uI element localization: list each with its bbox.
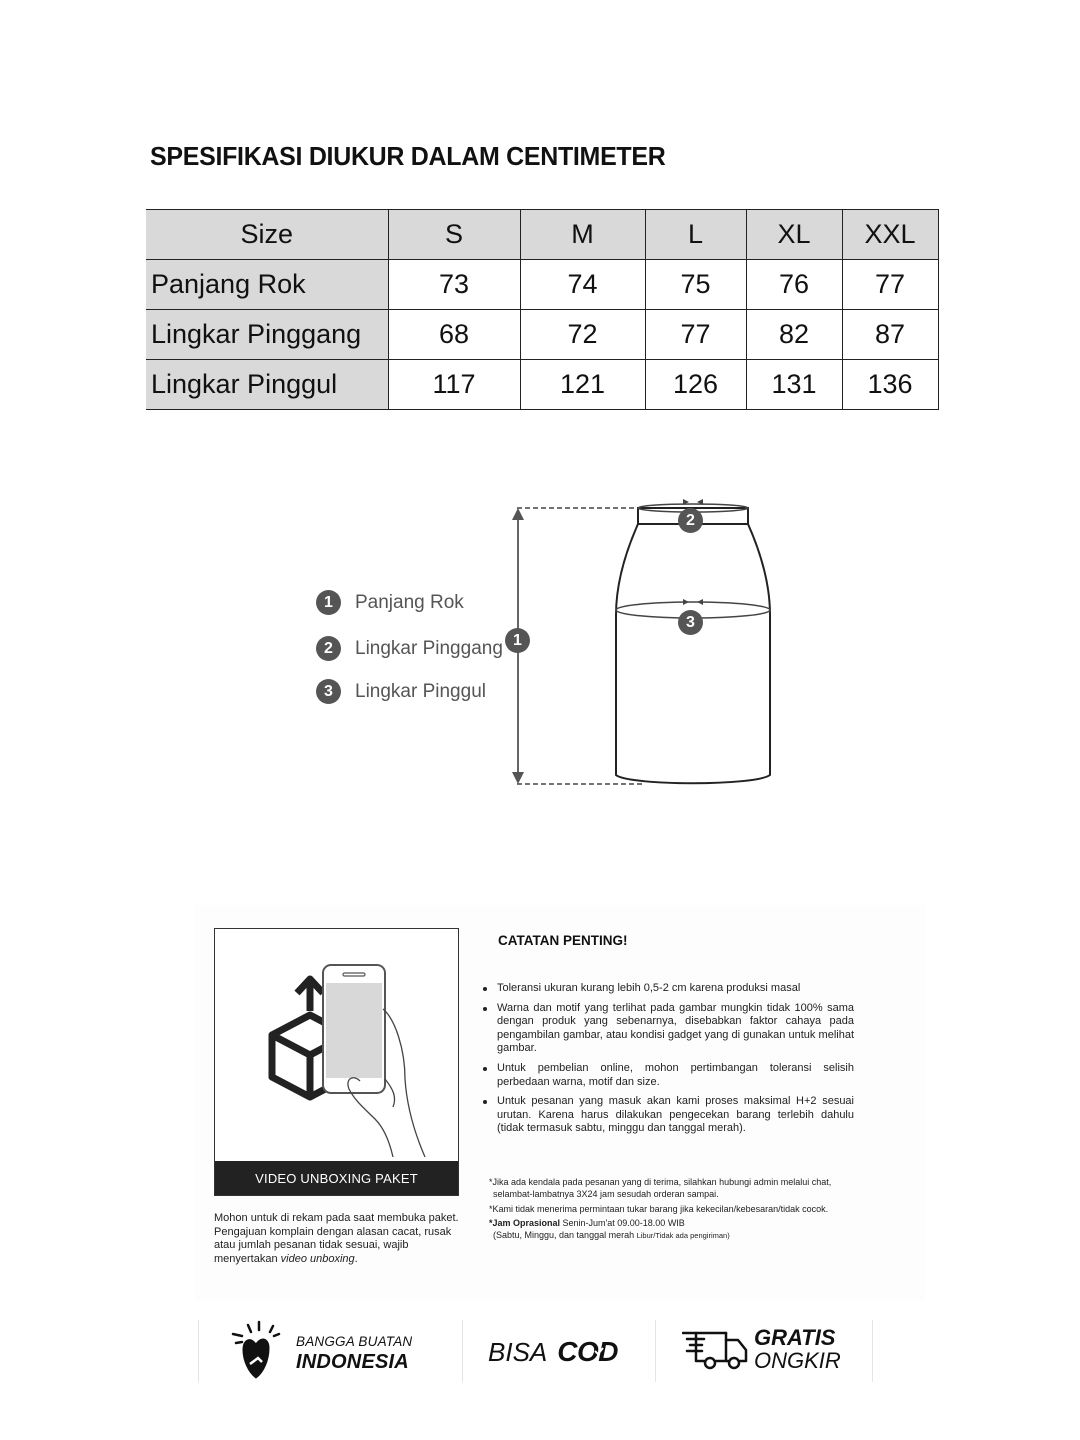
bullet-item: Untuk pembelian online, mohon pertimbangan toleransi selisih perbedaan warna, motif dan size.	[482, 1062, 854, 1089]
header-size-m: M	[520, 210, 645, 260]
bullet-item: Warna dan motif yang terlihat pada gambar mungkin tidak 100% sama dengan produk yang sebenarnya, disebabkan faktor cahaya pada pengambilan gambar, atau kondisi gadget yang di gunakan untuk melihat gambar.	[482, 1002, 854, 1056]
table-row	[146, 360, 938, 410]
legend-item-lingkar-pinggul	[316, 679, 486, 704]
cell-value: 73	[388, 260, 520, 310]
video-unboxing-label: VIDEO UNBOXING PAKET	[215, 1161, 458, 1195]
divider	[655, 1320, 656, 1382]
legend-label: Lingkar Pinggul	[355, 680, 486, 702]
cell-value: 76	[746, 260, 842, 310]
video-unboxing-text	[214, 1212, 464, 1266]
bullet-item: Toleransi ukuran kurang lebih 0,5-2 cm karena produksi masal	[482, 982, 854, 996]
cell-value: 72	[520, 310, 645, 360]
footnote-4-b: Libur/Tidak ada pengiriman)	[636, 1231, 730, 1240]
catatan-bullet-list	[482, 982, 854, 1142]
row-label: Panjang Rok	[146, 260, 388, 310]
header-size-xxl: XXL	[842, 210, 938, 260]
table-header-row	[146, 210, 938, 260]
cell-value: 77	[645, 310, 746, 360]
divider	[872, 1320, 873, 1382]
size-table	[146, 209, 939, 410]
table-row	[146, 260, 938, 310]
cell-value: 87	[842, 310, 938, 360]
skirt-measurement-diagram	[300, 490, 800, 800]
divider	[462, 1320, 463, 1382]
cell-value: 77	[842, 260, 938, 310]
divider	[198, 1320, 199, 1382]
video-text-end: .	[354, 1252, 358, 1265]
legend-label: Panjang Rok	[355, 591, 464, 613]
header-size-label: Size	[146, 210, 388, 260]
cod-check-icon	[592, 1344, 606, 1358]
footnote-3-rest: Senin-Jum'at 09.00-18.00 WIB	[560, 1218, 685, 1228]
footnote-2: *Kami tidak menerima permintaan tukar barang jika kekecilan/kebesaran/tidak cocok.	[489, 1203, 829, 1214]
cell-value: 121	[520, 360, 645, 410]
legend-item-lingkar-pinggang	[316, 636, 503, 661]
header-size-xl: XL	[746, 210, 842, 260]
bangga-line2: INDONESIA	[296, 1351, 409, 1373]
footnote-1-b: selambat-lambatnya 3X24 jam sesudah orderan sampai.	[493, 1189, 719, 1199]
footnote-3-bold: *Jam Oprasional	[489, 1218, 561, 1228]
bullet-item: Untuk pesanan yang masuk akan kami proses maksimal H+2 sesuai urutan. Karena harus dilakukan pengecekan barang terlebih dahulu (tidak termasuk sabtu, minggu dan tanggal merah).	[482, 1095, 854, 1136]
table-row	[146, 310, 938, 360]
cell-value: 136	[842, 360, 938, 410]
cell-value: 82	[746, 310, 842, 360]
video-text-italic: video unboxing	[280, 1252, 355, 1265]
gratis-label: GRATIS	[754, 1325, 836, 1350]
marker-1: 1	[505, 628, 530, 653]
header-size-l: L	[645, 210, 746, 260]
cell-value: 68	[388, 310, 520, 360]
badge-row	[196, 1320, 876, 1382]
cell-value: 74	[520, 260, 645, 310]
legend-number-2: 2	[316, 636, 341, 661]
header-size-s: S	[388, 210, 520, 260]
footnote-1	[489, 1176, 889, 1200]
footnote-3	[489, 1217, 889, 1242]
bangga-buatan-indonesia	[296, 1331, 412, 1373]
cell-value: 126	[645, 360, 746, 410]
legend-label: Lingkar Pinggang	[355, 637, 503, 659]
video-unboxing-box	[214, 928, 459, 1196]
ongkir-label: ONGKIR	[754, 1348, 841, 1373]
unboxing-phone-icon	[215, 929, 460, 1161]
heart-indonesia-icon	[226, 1320, 286, 1382]
bangga-line1: BANGGA BUATAN	[296, 1334, 413, 1349]
marker-2: 2	[678, 508, 703, 533]
legend-number-3: 3	[316, 679, 341, 704]
page-title: SPESIFIKASI DIUKUR DALAM CENTIMETER	[150, 141, 666, 171]
bisa-cod	[488, 1336, 618, 1368]
footnote-4-a: (Sabtu, Minggu, dan tanggal merah	[493, 1230, 637, 1240]
video-text-main: Mohon untuk di rekam pada saat membuka paket. Pengajuan komplain dengan alasan cacat, rusak atau jumlah pesanan tidak sesuai, wajib menyertakan	[214, 1212, 459, 1265]
gratis-ongkir	[754, 1326, 841, 1372]
legend-number-1: 1	[316, 590, 341, 615]
delivery-truck-icon	[682, 1328, 750, 1372]
footnote-1-a: *Jika ada kendala pada pesanan yang di terima, silahkan hubungi admin melalui chat,	[489, 1177, 832, 1187]
legend-item-panjang-rok	[316, 590, 464, 615]
cod-label: COD	[557, 1336, 618, 1367]
row-label: Lingkar Pinggul	[146, 360, 388, 410]
cell-value: 117	[388, 360, 520, 410]
bisa-label: BISA	[488, 1336, 548, 1367]
catatan-title: CATATAN PENTING!	[498, 933, 628, 948]
cell-value: 75	[645, 260, 746, 310]
marker-3: 3	[678, 610, 703, 635]
footnotes	[489, 1176, 889, 1245]
row-label: Lingkar Pinggang	[146, 310, 388, 360]
cell-value: 131	[746, 360, 842, 410]
